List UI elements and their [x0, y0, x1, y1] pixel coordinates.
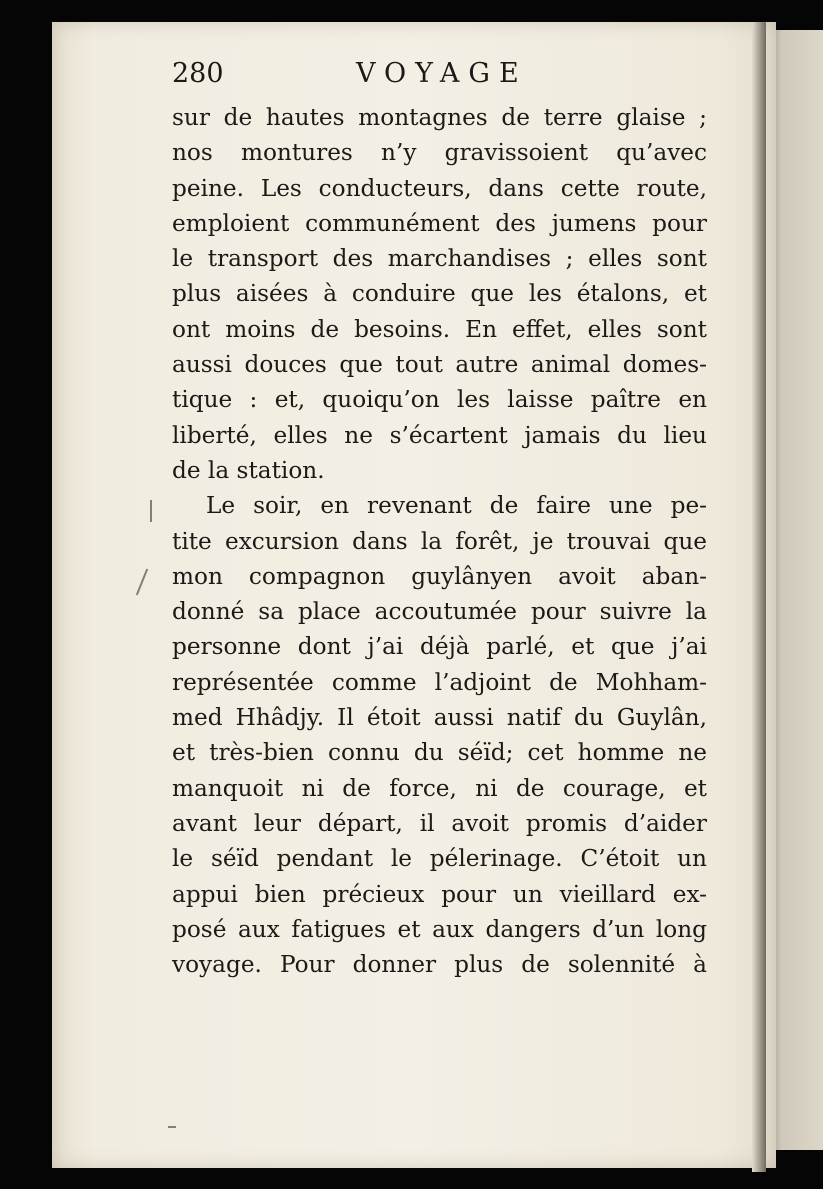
text-line: liberté, elles ne s’écartent jamais du lieu [172, 421, 707, 449]
text-line: plus aisées à conduire que les étalons, et [172, 280, 707, 308]
text-line: et très-bien connu du séïd; cet homme ne [172, 739, 707, 767]
text-line: emploient communément des jumens pour [172, 209, 707, 237]
text-line: représentée comme l’adjoint de Mohham- [172, 668, 707, 696]
text-line: avant leur départ, il avoit promis d’aider [172, 809, 707, 837]
running-title: VOYAGE [356, 58, 528, 89]
text-line: manquoit ni de force, ni de courage, et [172, 774, 707, 802]
text-line: tique : et, quoiqu’on les laisse paître en [172, 386, 707, 414]
page-header [172, 58, 712, 98]
text-line: nos montures n’y gravissoient qu’avec [172, 139, 707, 167]
text-line: aussi douces que tout autre animal domes- [172, 351, 707, 379]
margin-pencil-mark [150, 500, 152, 522]
text-line: donné sa place accoutumée pour suivre la [172, 598, 707, 626]
text-line: appui bien précieux pour un vieillard ex- [172, 880, 707, 908]
body-text [172, 100, 707, 982]
margin-pencil-mark [168, 1126, 176, 1128]
text-line: sur de hautes montagnes de terre glaise ; [172, 104, 707, 131]
text-line: voyage. Pour donner plus de solennité à [172, 951, 707, 979]
text-line: peine. Les conducteurs, dans cette route, [172, 174, 707, 202]
text-line: med Hhâdjy. Il étoit aussi natif du Guylân, [172, 704, 707, 732]
paragraph-end-line: de la station. [172, 456, 325, 484]
text-line: tite excursion dans la forêt, je trouvai que [172, 527, 707, 555]
text-line: le séïd pendant le pélerinage. C’étoit un [172, 845, 707, 873]
page-gutter-shadow [752, 22, 766, 1172]
text-line: le transport des marchandises ; elles sont [172, 245, 707, 273]
text-line: posé aux fatigues et aux dangers d’un long [172, 915, 707, 943]
text-line: mon compagnon guylânyen avoit aban- [172, 562, 707, 590]
paragraph-start-line: Le soir, en revenant de faire une pe- [206, 492, 707, 520]
text-line: ont moins de besoins. En effet, elles sont [172, 315, 707, 343]
page-number: 280 [172, 58, 224, 89]
text-line: personne dont j’ai déjà parlé, et que j’ai [172, 633, 707, 661]
